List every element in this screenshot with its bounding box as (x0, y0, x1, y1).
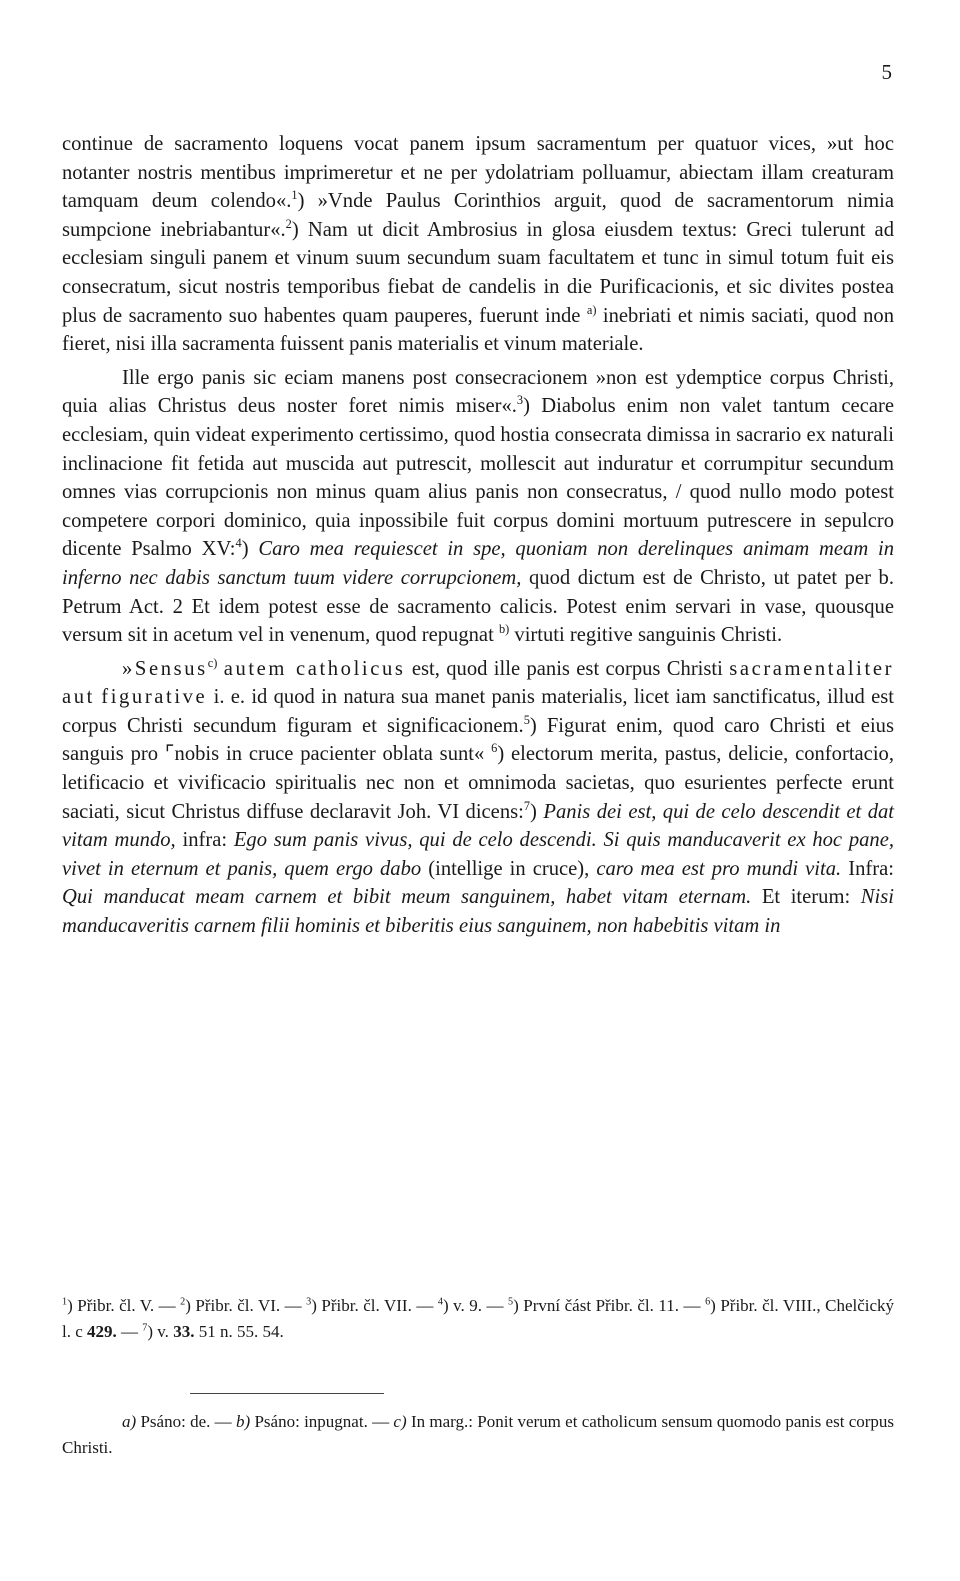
footnote-ref-1: 1 (291, 188, 298, 203)
spaced-text: »Sensus (122, 657, 208, 680)
main-text (62, 130, 894, 941)
footnote-ref-7: 7 (523, 798, 531, 813)
apparatus-text: Psáno: inpugnat. — (254, 1412, 390, 1431)
text-run: ) (241, 538, 249, 561)
apparatus-ref-c: c) (207, 655, 218, 670)
footnote-number: 5 (508, 1296, 514, 1308)
quotation-italic: caro mea est pro mundi vita. (596, 857, 842, 880)
footnotes (62, 1293, 894, 1345)
footnote-number: 1 (62, 1296, 68, 1308)
footnote-page-bold: 429. (87, 1322, 117, 1341)
text-run: continue de sacramento loquens vocat panem ipsum sacramentum per quatuor vices, »ut hoc notanter nostris mentibus imprimeretur et ne per ydolatriam polluamur, abiectam illam creaturam tamquam deum colendo«. (62, 133, 894, 213)
text-run: ) »Vnde Paulus Corinthios arguit, quod de sacramentorum nimia sumpcione inebriabantur«. (62, 190, 895, 241)
footnote-number: 6 (705, 1296, 711, 1308)
footnote-ref-6: 6 (491, 741, 498, 756)
page-number: 5 (881, 60, 892, 84)
apparatus-divider (190, 1393, 384, 1394)
quotation-italic: Nisi manducaveritis carnem filii hominis et biberitis eius sanguinem, non habebitis vitam in (62, 886, 894, 938)
apparatus-label: a) (122, 1412, 137, 1431)
text-run: ) Diabolus enim non valet tantum cecare ecclesiam, quin videat experimento certissimo, quod hostia consecrata dimissa in sacrario ex naturali inclinacione fit fetida aut muscida aut putrescit, mollescit aut induratur et corrumpitur secundum omnes vias corrupcionis non minus quam alius panis non consecratus, / quod nullo modo potest competere corpori dominico, quia inpossibile fuit corpus domini mortuum putrescere in sepulcro dicente Psalmo XV: (62, 395, 894, 561)
apparatus-notes (62, 1409, 894, 1461)
footnote-text: ) Přibr. čl. VI. — (185, 1296, 302, 1315)
footnote-text: ) Přibr. čl. VIII., Chelčický l. c (62, 1296, 895, 1341)
text-run: quod dictum est de Christo, ut patet per b. Petrum Act. 2 Et idem potest esse de sacramento calicis. Potest enim servari in vase, quousque versum sit in acetum vel in venenum, quod repugnat (62, 566, 894, 647)
text-run: virtuti regitive sanguinis Christi. (514, 624, 783, 647)
paragraph-2 (62, 364, 894, 650)
footnote-verse-bold: 33. (173, 1322, 195, 1341)
apparatus-ref-a: a) (586, 302, 597, 317)
text-run: ) Nam ut dicit Ambrosius in glosa eiusdem textus: Greci tulerunt ad ecclesiam singuli panem et vinum suum secundum suam facultatem et tunc in simul totum fuit eis consecratum, sicut nostris temporibus fiebat de candelis in die Purificacionis, et sic divites postea plus de sacramento suo habentes quam pauperes, fuerunt inde (62, 218, 894, 327)
text-run: Ille ergo panis sic eciam manens post consecracionem »non est ydemptice corpus Christi, quia alias Christus deus noster foret nimis miser«. (62, 366, 894, 418)
footnote-number: 2 (180, 1296, 186, 1308)
footnote-text: — (121, 1322, 139, 1341)
text-run: inebriati et nimis saciati, quod non fieret, nisi illa sacramenta fuissent panis materialis et vinum materiale. (62, 304, 894, 356)
footnote-text: ) Přibr. čl. V. — (67, 1296, 176, 1315)
critical-apparatus (62, 1409, 894, 1461)
footnote-text: ) v. (147, 1322, 169, 1341)
text-run: ) electorum merita, pastus, delicie, confortacio, letificacio et vivificacio spiritualis nec non et omnimoda sacietas, quo esurientes perfecte erunt saciati, sicut Christus diffuse declaravit Joh. VI dicens: (62, 743, 894, 823)
spaced-text: aut (62, 686, 95, 709)
quotation-italic: Qui manducat meam carnem et bibit meum sanguinem, habet vitam eternam. (62, 886, 752, 909)
text-run: est, quod ille panis est corpus Christi (411, 657, 723, 680)
text-run: (intellige in cruce), (428, 857, 590, 880)
apparatus-text: In marg.: Ponit verum et catholicum sensum quomodo panis est corpus Christi. (62, 1412, 895, 1457)
footnote-ref-5: 5 (523, 713, 530, 728)
apparatus-text: Psáno: de. — (140, 1412, 232, 1431)
footnote-ref-2: 2 (285, 216, 292, 231)
apparatus-label: c) (393, 1412, 407, 1431)
spaced-text: figurative (101, 686, 208, 709)
quotation-italic: Caro mea requiescet in spe, quoniam non derelinques animam meam in inferno nec dabis sanctum tuum videre corrupcionem, (62, 538, 894, 589)
spaced-text: autem catholicus (223, 657, 406, 680)
text-run: i. e. id quod in natura sua manet panis materialis, licet iam sanctificatus, illud est corpus Christi secundum figuram et significacionem. (62, 686, 894, 737)
text-run: ) (530, 800, 537, 823)
footnote-number: 7 (142, 1322, 148, 1334)
text-run: Infra: (848, 857, 894, 880)
spaced-text: sacramentaliter (729, 657, 895, 680)
quotation-italic: Panis dei est, qui de celo descendit et dat vitam mundo, (62, 800, 895, 852)
footnote-text: 51 n. 55. 54. (198, 1322, 284, 1341)
paragraph-1 (62, 130, 894, 359)
footnote-text: ) Přibr. čl. VII. — (311, 1296, 434, 1315)
footnote-number: 3 (306, 1296, 312, 1308)
text-run: infra: (182, 829, 228, 852)
text-run: ) Figurat enim, quod caro Christi et eius sanguis pro ⌜nobis in cruce pacienter oblata sunt« (62, 714, 894, 766)
footnote-number: 4 (437, 1296, 443, 1308)
footnote-ref-3: 3 (516, 393, 524, 408)
paragraph-3 (62, 655, 894, 941)
quotation-italic: Ego sum panis vivus, qui de celo descendi. Si quis manducaverit ex hoc pane, vivet in eternum et panis, quem ergo dabo (62, 829, 894, 880)
apparatus-label: b) (235, 1412, 251, 1431)
footnote-text: ) v. 9. — (442, 1296, 504, 1315)
apparatus-ref-b: b) (498, 622, 510, 637)
footnote-text: ) První část Přibr. čl. 11. — (513, 1296, 701, 1315)
text-run: Et iterum: (761, 886, 851, 909)
footnote-ref-4: 4 (235, 536, 242, 551)
